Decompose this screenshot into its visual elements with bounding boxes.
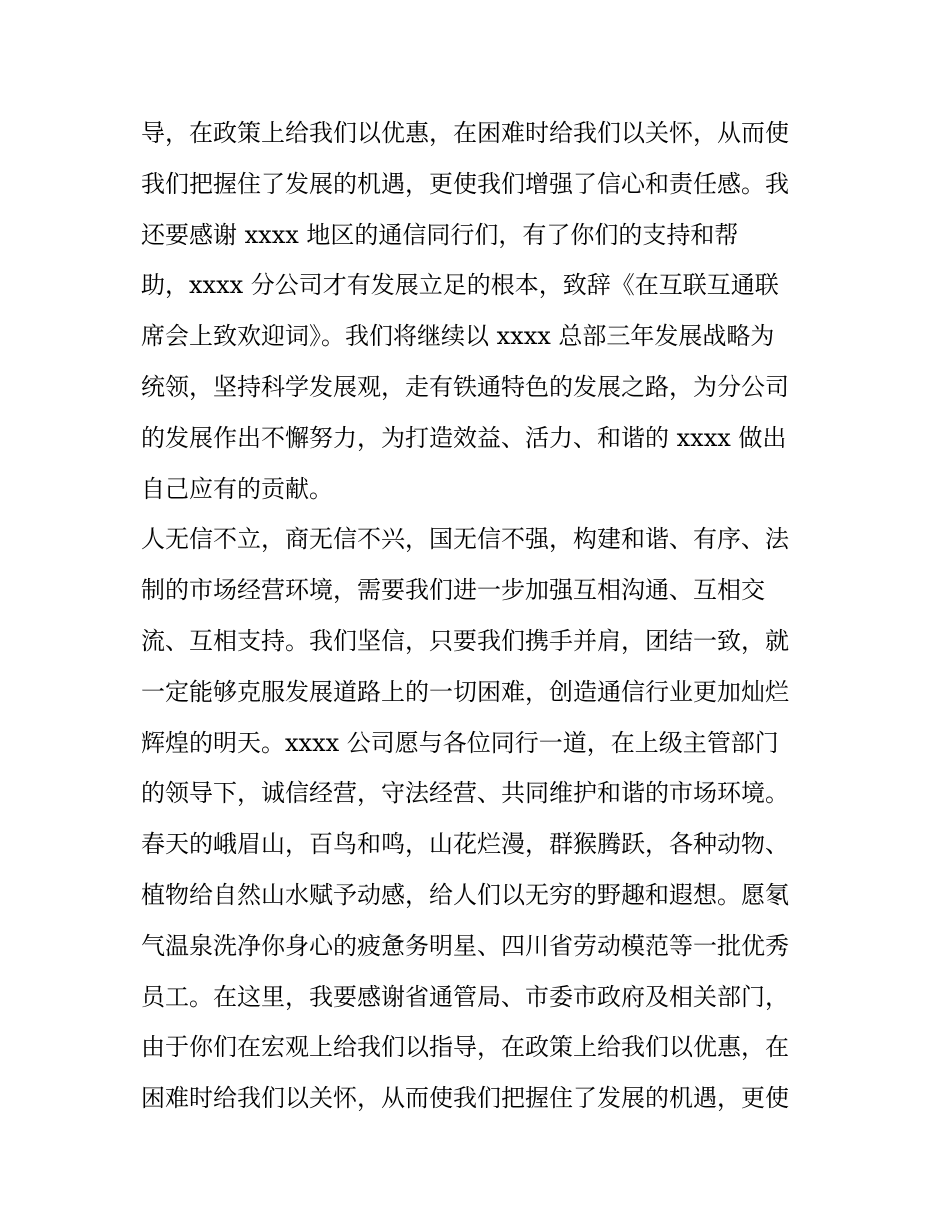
text-line: 席会上致欢迎词》。我们将继续以 xxxx 总部三年发展战略为 (141, 322, 775, 351)
text-line: 员工。在这里，我要感谢省通管局、市委市政府及相关部门， (141, 982, 789, 1011)
text-line: 一定能够克服发展道路上的一切困难，创造通信行业更加灿烂 (141, 677, 789, 706)
body-text (141, 108, 821, 1124)
text-line: 植物给自然山水赋予动感，给人们以无穷的野趣和遐想。愿氡 (141, 880, 789, 909)
text-line: 人无信不立，商无信不兴，国无信不强，构建和谐、有序、法 (141, 525, 789, 554)
text-line: 春天的峨眉山，百鸟和鸣，山花烂漫，群猴腾跃，各种动物、 (141, 830, 789, 859)
text-line: 困难时给我们以关怀，从而使我们把握住了发展的机遇，更使 (141, 1084, 789, 1113)
text-line: 由于你们在宏观上给我们以指导，在政策上给我们以优惠，在 (141, 1033, 789, 1062)
text-line: 助，xxxx 分公司才有发展立足的根本，致辞《在互联互通联 (141, 271, 779, 300)
text-line: 的领导下，诚信经营，守法经营、共同维护和谐的市场环境。 (141, 779, 789, 808)
text-line: 统领，坚持科学发展观，走有铁通特色的发展之路，为分公司 (141, 372, 789, 401)
text-line: 辉煌的明天。xxxx 公司愿与各位同行一道，在上级主管部门 (141, 728, 779, 757)
text-line: 导，在政策上给我们以优惠，在困难时给我们以关怀，从而使 (141, 119, 789, 147)
text-line: 制的市场经营环境，需要我们进一步加强互相沟通、互相交 (141, 576, 765, 605)
text-line: 我们把握住了发展的机遇，更使我们增强了信心和责任感。我 (141, 169, 789, 198)
text-line: 自己应有的贡献。 (141, 474, 333, 503)
text-line: 还要感谢 xxxx 地区的通信同行们，有了你们的支持和帮 (141, 220, 739, 249)
text-line: 的发展作出不懈努力，为打造效益、活力、和谐的 xxxx 做出 (141, 423, 787, 452)
text-line: 流、互相支持。我们坚信，只要我们携手并肩，团结一致，就 (141, 626, 789, 655)
text-line: 气温泉洗净你身心的疲惫务明星、四川省劳动模范等一批优秀 (141, 931, 789, 960)
